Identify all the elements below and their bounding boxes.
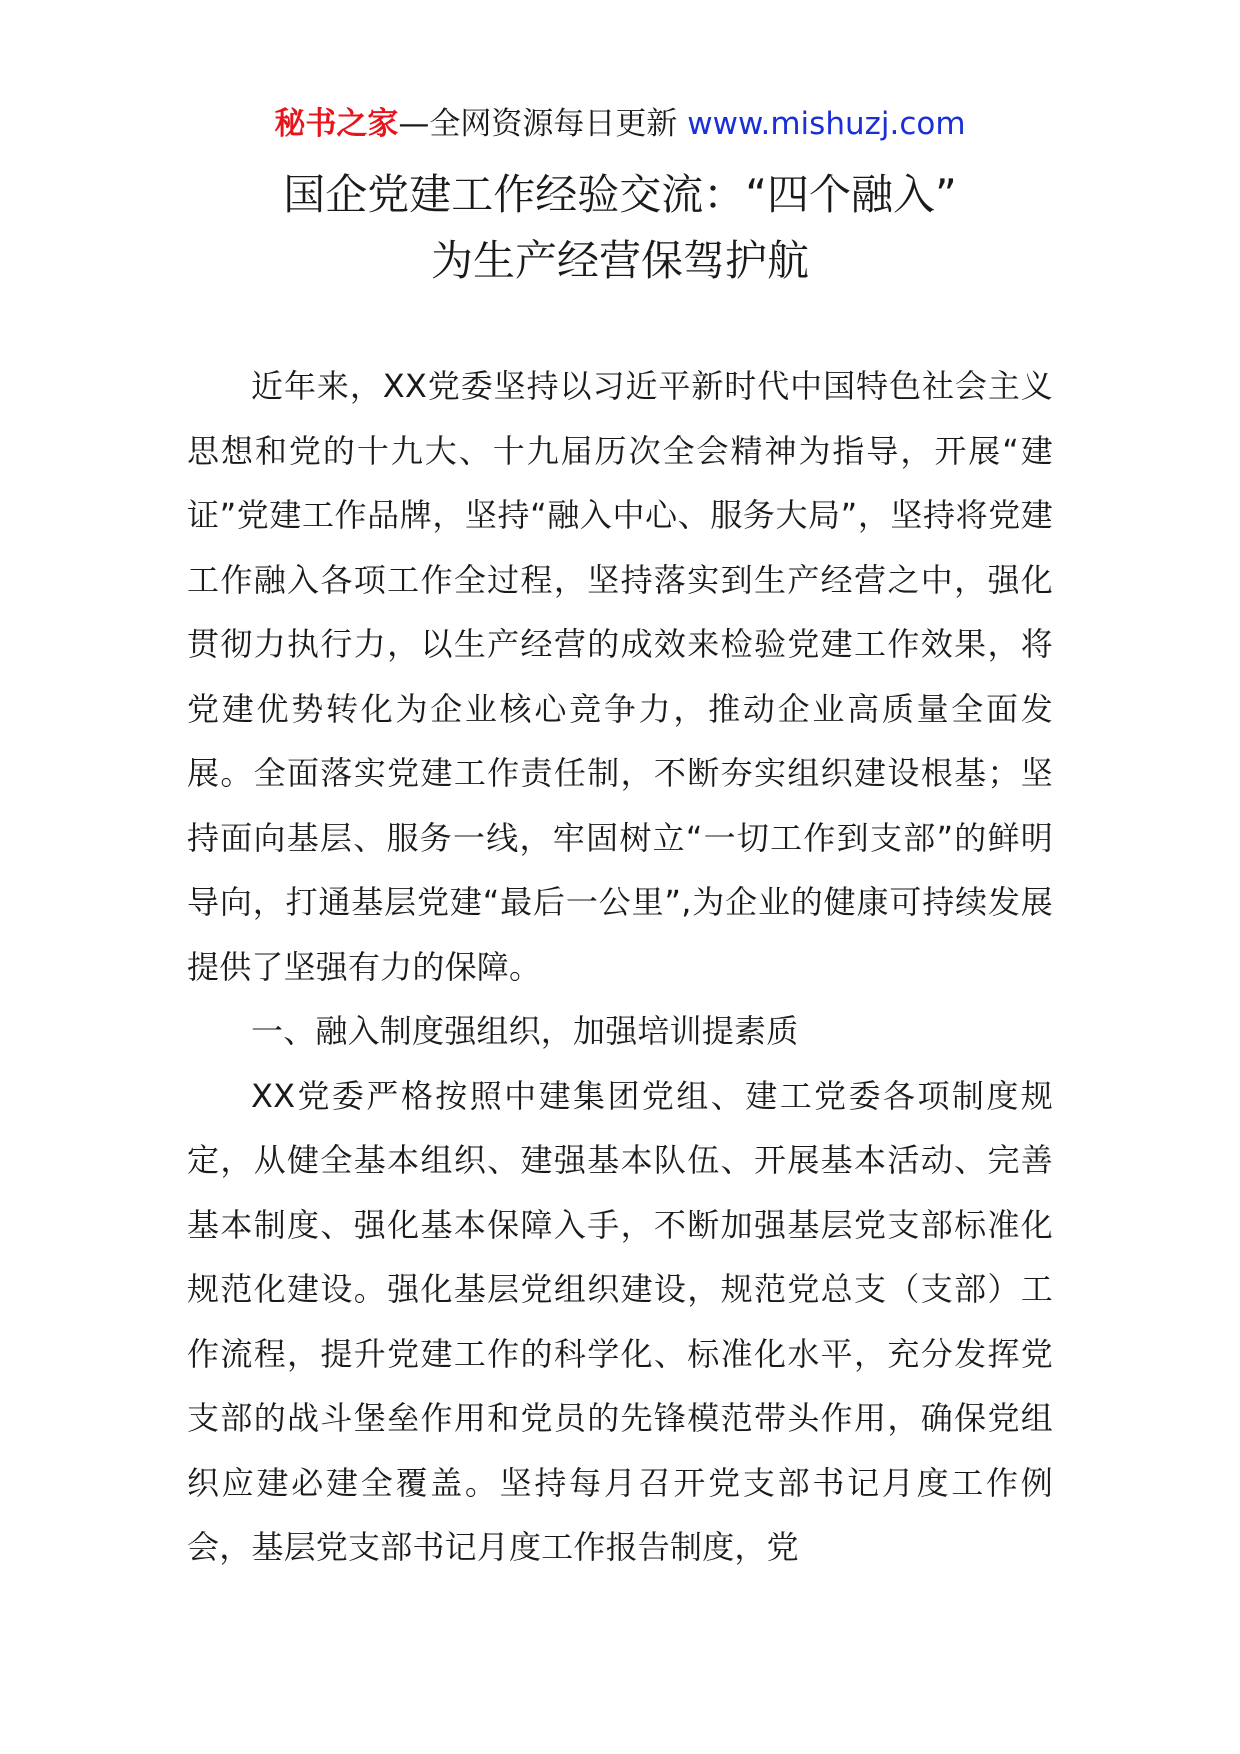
section-paragraph: XX党委严格按照中建集团党组、建工党委各项制度规定，从健全基本组织、建强基本队伍、开展基本活动、完善基本制度、强化基本保障入手，不断加强基层党支部标准化规范化建设。强化基层党组织建设，规范党总支（支部）工作流程，提升党建工作的科学化、标准化水平，充分发挥党支部的战斗堡垒作用和党员的先锋模范带头作用，确保党组织应建必建全覆盖。坚持每月召开党支部书记月度工作例会，基层党支部书记月度工作报告制度，党 [187,1076,1053,1566]
intro-paragraph: 近年来，XX党委坚持以习近平新时代中国特色社会主义思想和党的十九大、十九届历次全会精神为指导，开展“建证”党建工作品牌，坚持“融入中心、服务大局”，坚持将党建工作融入各项工作全过程，坚持落实到生产经营之中，强化贯彻力执行力，以生产经营的成效来检验党建工作效果，将党建优势转化为企业核心竞争力，推动企业高质量全面发展。全面落实党建工作责任制，不断夯实组织建设根基；坚持面向基层、服务一线，牢固树立“一切工作到支部”的鲜明导向，打通基层党建“最后一公里”,为企业的健康可持续发展提供了坚强有力的保障。 [187,367,1053,986]
title-line-1: 国企党建工作经验交流：“四个融入” [283,170,957,219]
title-line-2: 为生产经营保驾护航 [430,236,809,285]
document-title [0,162,1240,294]
site-banner [0,102,1240,146]
site-url-link[interactable]: www.mishuzj.com [687,106,966,142]
site-name: 秘书之家 [274,106,399,142]
section-heading: 一、融入制度强组织，加强培训提素质 [251,1012,799,1050]
document-body [187,354,1053,1580]
site-tagline: —全网资源每日更新 [398,106,678,142]
